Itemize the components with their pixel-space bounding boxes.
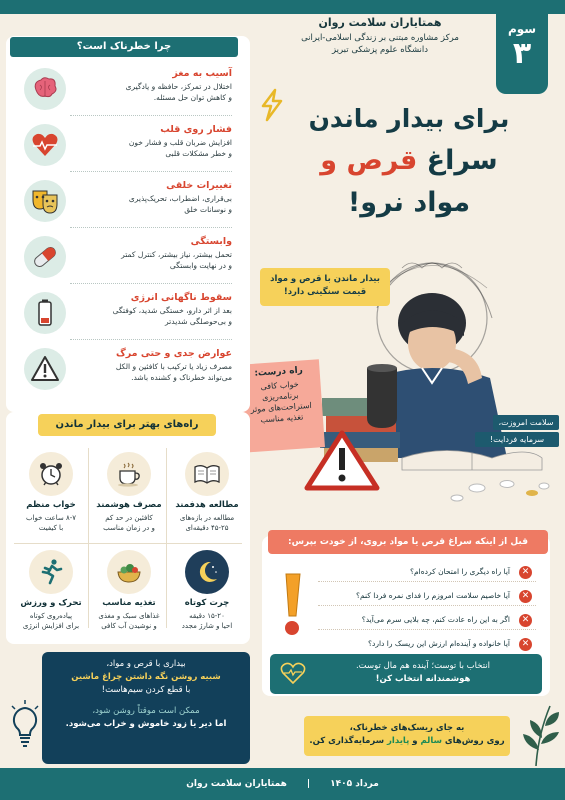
x-mark-icon: ✕ [519,638,532,651]
analogy-line2: شبیه روشن نگه داشتن چراغ ماشین [71,672,221,682]
risk-item [10,288,240,340]
way-icon-wrap [107,452,151,496]
way-title: چرت کوتاه [184,598,230,608]
sticky-item-sleep: خواب کافی [260,379,299,392]
way-desc [12,611,90,631]
way-desc [168,513,246,533]
question-text: آیا خانواده و آینده‌ام ارزش این ریسک را دارد؟ [368,639,510,648]
top-bar [0,0,565,14]
title-line2-pre: سراغ [417,145,498,176]
risk-desc: بی‌قراری، اضطراب، تحریک‌پذیری [128,194,232,203]
sticky-item-planning: برنامه‌ریزی [261,390,299,403]
risk-desc: و کاهش توان حل مسئله. [153,93,232,102]
investment-line1: سلامت امروزت، [493,415,559,430]
org-line2: دانشگاه علوم پزشکی تبریز [331,45,429,55]
main-title [270,98,548,224]
way-title: تحرک و ورزش [20,598,82,608]
risk-item [10,232,240,284]
question-item [318,610,536,630]
way-desc [168,611,246,631]
way-icon-wrap [29,452,73,496]
way-icon-wrap [185,550,229,594]
risk-desc: و در نهایت وابستگی [169,261,232,270]
analogy-line4: ممکن است موقتاً روشن شود، [92,706,200,716]
exclamation-icon [270,570,314,640]
final-message [304,716,510,756]
org-name: همتایاران سلامت روان [318,16,442,29]
warning-note [260,268,390,306]
way-desc-line1: ۸-۷ ساعت خواب [25,514,77,522]
risk-desc: و بی‌حوصلگی شدیدتر [165,317,232,326]
analogy-line1: بیداری با قرص و مواد، [106,659,186,669]
risk-item [10,344,240,396]
risk-desc: اختلال در تمرکز، حافظه و یادگیری [125,82,232,91]
risk-icon-wrap [24,236,66,278]
risk-title: تغییرات خلقی [166,180,232,191]
title-line2 [270,140,548,182]
issue-number: ۳ [512,36,532,71]
divider [70,283,232,284]
running-icon [37,558,65,586]
title-line3: مواد نرو! [347,187,471,218]
divider [70,339,232,340]
risk-title: سقوط ناگهانی انرژی [130,292,232,303]
dangers-heading: چرا خطرناک است؟ [10,37,238,57]
risk-icon-wrap [24,124,66,166]
book-icon [193,460,221,488]
org-line1: مرکز مشاوره مبتنی بر زندگی اسلامی-ایرانی [301,33,459,43]
analogy-line3: با قطع کردن سیم‌هاست! [101,685,191,695]
way-item [168,548,246,636]
organization-header [275,16,485,56]
risk-icon-wrap [24,68,66,110]
alarm-clock-icon [37,460,65,488]
issue-label: سوم [507,22,537,36]
analogy-line5: اما دیر یا زود خاموش و خراب می‌شود. [65,719,227,729]
risk-desc: مصرف زیاد یا ترکیب با کافئین و الکل [115,362,232,371]
x-mark-icon: ✕ [519,614,532,627]
question-text: آیا راه دیگری را امتحان کرده‌ام؟ [410,567,510,576]
question-item [318,634,536,654]
better-ways-heading: راه‌های بهتر برای بیدار ماندن [38,414,216,436]
way-icon-wrap [185,452,229,496]
way-desc [12,513,90,533]
light-bulb-icon [8,700,42,760]
risk-icon-wrap [24,348,66,390]
way-item [168,450,246,538]
way-desc-line1: ۱۵-۲۰ دقیقه [189,612,225,620]
footer-date: مرداد ۱۴۰۵ [330,779,379,789]
leaf-plant-icon [516,700,562,768]
title-line1: برای بیدار ماندن [308,104,510,133]
sticky-item-nutrition: تغذیه مناسب [260,412,304,425]
risk-icon-wrap [24,292,66,334]
way-title: مطالعه هدفمند [175,500,239,510]
sticky-item-rest: استراحت‌های موثر [250,400,312,415]
question-item [318,562,536,582]
way-item [90,450,168,538]
final-sustainable: پایدار [387,736,410,746]
way-item [12,450,90,538]
heart-pulse-icon [30,130,60,160]
warning-icon [30,354,60,384]
way-desc-line2: برای افزایش انرژی [22,622,80,630]
choice-line2: هوشمندانه انتخاب کن! [375,674,471,684]
sticky-heading: راه درست: [254,365,304,379]
way-title: مصرف هوشمند [96,500,162,510]
question-text: آیا خاصیم سلامت امروزم را فدای نمره فردا کنم؟ [356,591,510,600]
way-desc-line1: مطالعه در بازه‌های [179,514,235,522]
x-mark-icon: ✕ [519,566,532,579]
final-line1: به جای ریسک‌های خطرناک، [349,723,465,733]
heart-pulse-outline-icon [280,660,306,686]
risk-desc: و نوسانات خلق [184,205,232,214]
x-mark-icon: ✕ [519,590,532,603]
coffee-icon [115,460,143,488]
self-check-heading: قبل از اینکه سراغ قرص یا مواد بروی، از خودت بپرس: [268,530,548,554]
risk-item [10,120,240,172]
risk-desc: می‌تواند خطرناک و کشنده باشد. [131,373,232,382]
divider [14,543,242,544]
issue-badge [496,14,548,94]
way-icon-wrap [29,550,73,594]
way-title: تغذیه مناسب [102,598,156,608]
battery-icon [30,298,60,328]
risk-item [10,64,240,116]
choice-banner [270,654,542,694]
footer-org: همتایاران سلامت روان [186,779,287,789]
salad-icon [115,558,143,586]
way-desc [90,611,168,631]
warning-note-line2: قیمت سنگینی دارد! [283,287,367,297]
final-line2-mid: و [409,736,421,746]
footer-separator: | [306,779,311,789]
mask-icon [30,186,60,216]
title-line2-red: قرص و [320,145,418,176]
pill-icon [30,242,60,272]
warning-note-line1: بیدار ماندن با قرص و مواد [270,274,380,284]
way-desc-line1: پیاده‌روی کوتاه [29,612,73,620]
right-way-sticky-note [237,359,325,453]
moon-icon [193,558,221,586]
way-desc-line1: غذاهای سبک و مغذی [98,612,160,620]
way-desc-line2: و در زمان مناسب [103,524,155,532]
way-item [90,548,168,636]
question-text: اگر به این راه عادت کنم، چه بلایی سرم می‌آید؟ [361,615,510,624]
way-desc [90,513,168,533]
investment-line2: سرمایه فردایت! [475,432,559,447]
divider [70,115,232,116]
way-title: خواب منظم [26,500,76,510]
way-desc-line2: ۴۵-۲۵ دقیقه‌ای [185,524,229,532]
final-line2-post: سرمایه‌گذاری کن. [309,736,388,746]
way-desc-line2: با کیفیت [38,524,64,532]
way-item [12,548,90,636]
way-desc-line2: احیا و شارژ مجدد [181,622,233,630]
risk-desc: تحمل بیشتر، نیاز بیشتر، کنترل کمتر [121,250,232,259]
risk-item [10,176,240,228]
risk-title: وابستگی [190,236,232,247]
risk-desc: افزایش ضربان قلب و فشار خون [128,138,232,147]
risk-title: آسیب به مغز [172,68,232,79]
divider [70,227,232,228]
final-healthy: سالم [420,736,442,746]
analogy-box [42,652,250,764]
choice-line1: انتخاب با توست؛ آینده هم مال توست. [355,661,491,671]
final-line2 [304,735,510,748]
brain-icon [30,74,60,104]
risk-title: عوارض جدی و حتی مرگ [116,348,232,359]
risk-desc: و خطر مشکلات قلبی [165,149,232,158]
risk-desc: بعد از اثر دارو، خستگی شدید، کوفتگی [112,306,232,315]
way-desc-line2: و نوشیدن آب کافی [101,622,157,630]
way-icon-wrap [107,550,151,594]
way-desc-line1: کافئین در حد کم [105,514,153,522]
risk-title: فشار روی قلب [160,124,232,135]
divider [70,171,232,172]
final-line2-pre: روی روش‌های [441,736,505,746]
risk-icon-wrap [24,180,66,222]
footer [0,768,565,800]
investment-tag [475,415,559,453]
question-item [318,586,536,606]
